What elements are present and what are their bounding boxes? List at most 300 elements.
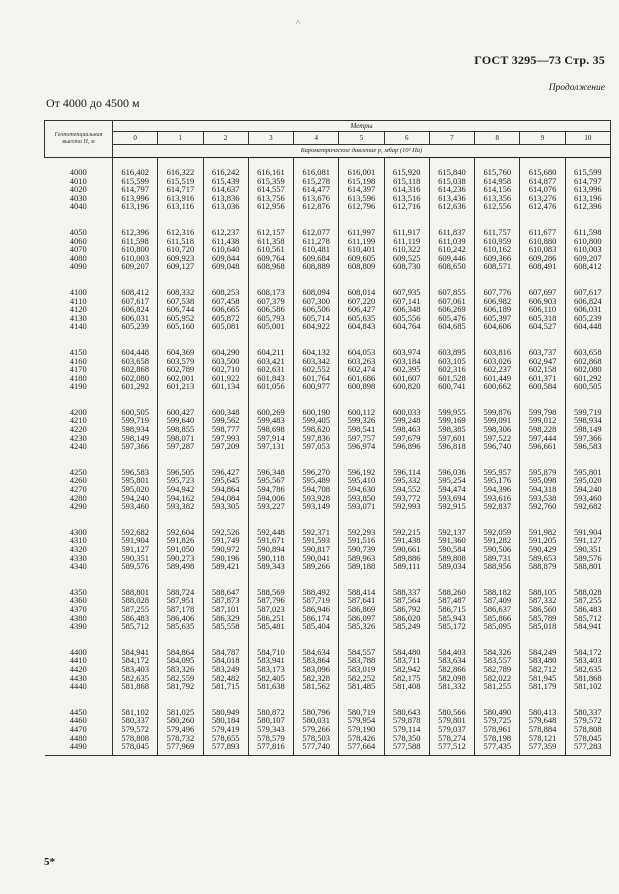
row-height-label: 4120 bbox=[69, 304, 87, 315]
pressure-cell: 605,635 bbox=[339, 314, 384, 323]
pressure-cell: 613,436 bbox=[429, 194, 474, 203]
pressure-cell: 581,102 bbox=[113, 708, 158, 717]
pressure-cell: 579,572 bbox=[113, 725, 158, 734]
pressure-cell: 595,801 bbox=[565, 468, 610, 477]
pressure-cell: 582,635 bbox=[113, 674, 158, 683]
pressure-cell: 610,401 bbox=[339, 245, 384, 254]
pressure-cell: 593,772 bbox=[384, 494, 429, 503]
pressure-cell: 588,028 bbox=[113, 596, 158, 605]
pressure-cell: 586,946 bbox=[294, 605, 339, 614]
pressure-cell: 583,788 bbox=[339, 656, 384, 665]
pressure-cell: 602,316 bbox=[429, 365, 474, 374]
pressure-cell: 582,635 bbox=[565, 665, 610, 674]
pressure-cell: 586,251 bbox=[248, 614, 293, 623]
pressure-cell: 605,952 bbox=[158, 314, 203, 323]
pressure-cell: 591,826 bbox=[158, 536, 203, 545]
pressure-cell: 578,961 bbox=[475, 725, 520, 734]
pressure-cell: 583,480 bbox=[520, 656, 565, 665]
pressure-cell: 604,527 bbox=[520, 322, 565, 331]
pressure-cell: 583,711 bbox=[384, 656, 429, 665]
pressure-cell: 611,358 bbox=[248, 237, 293, 246]
row-height-label: 4010 bbox=[69, 175, 87, 186]
pressure-cell: 594,084 bbox=[203, 494, 248, 503]
pressure-cell: 585,095 bbox=[475, 622, 520, 631]
pressure-cell: 607,935 bbox=[384, 288, 429, 297]
pressure-cell: 602,947 bbox=[520, 357, 565, 366]
pressure-cell: 611,518 bbox=[158, 237, 203, 246]
pressure-cell: 579,954 bbox=[339, 716, 384, 725]
pressure-cell: 593,616 bbox=[475, 494, 520, 503]
pressure-cell: 582,866 bbox=[429, 665, 474, 674]
pressure-cell: 599,719 bbox=[113, 416, 158, 425]
row-height-label: 4100 bbox=[69, 286, 87, 297]
pressure-cell: 608,412 bbox=[113, 288, 158, 297]
pressure-cell: 597,914 bbox=[248, 434, 293, 443]
pressure-cell: 587,178 bbox=[158, 605, 203, 614]
pressure-cell: 588,956 bbox=[475, 562, 520, 571]
row-height-label: 4180 bbox=[69, 372, 87, 383]
pressure-cell: 595,254 bbox=[429, 476, 474, 485]
pressure-cell: 597,209 bbox=[203, 442, 248, 451]
pressure-cell: 582,559 bbox=[158, 674, 203, 683]
pressure-cell: 579,190 bbox=[339, 725, 384, 734]
pressure-cell: 589,421 bbox=[203, 562, 248, 571]
pressure-cell: 596,974 bbox=[339, 442, 384, 451]
pressure-cell: 600,505 bbox=[113, 408, 158, 417]
pressure-cell: 614,557 bbox=[248, 185, 293, 194]
pressure-cell: 603,974 bbox=[384, 348, 429, 357]
pressure-cell: 584,864 bbox=[158, 648, 203, 657]
pressure-cell: 611,598 bbox=[565, 228, 610, 237]
pressure-cell: 611,039 bbox=[429, 237, 474, 246]
pressure-cell: 613,756 bbox=[248, 194, 293, 203]
pressure-cell: 590,584 bbox=[429, 545, 474, 554]
pressure-cell: 577,664 bbox=[339, 742, 384, 755]
pressure-cell: 598,463 bbox=[384, 425, 429, 434]
pressure-cell: 607,379 bbox=[248, 297, 293, 306]
pressure-cell: 614,717 bbox=[158, 185, 203, 194]
pressure-cell: 597,679 bbox=[384, 434, 429, 443]
group-spacer bbox=[45, 451, 611, 468]
pressure-cell: 615,760 bbox=[475, 158, 520, 177]
pressure-cell: 604,922 bbox=[294, 322, 339, 331]
pressure-cell: 600,505 bbox=[565, 382, 610, 391]
pressure-cell: 615,920 bbox=[384, 158, 429, 177]
pressure-cell: 610,242 bbox=[429, 245, 474, 254]
pressure-cell: 580,490 bbox=[475, 708, 520, 717]
table-row bbox=[45, 158, 611, 177]
pressure-cell: 611,837 bbox=[429, 228, 474, 237]
pressure-cell: 588,182 bbox=[475, 588, 520, 597]
pressure-cell: 587,564 bbox=[384, 596, 429, 605]
column-header-1: 1 bbox=[158, 132, 203, 145]
pressure-cell: 604,606 bbox=[475, 322, 520, 331]
pressure-cell: 586,406 bbox=[158, 614, 203, 623]
pressure-cell: 608,014 bbox=[339, 288, 384, 297]
pressure-cell: 581,792 bbox=[158, 682, 203, 691]
pressure-cell: 608,968 bbox=[248, 262, 293, 271]
group-spacer bbox=[45, 211, 611, 228]
pressure-cell: 585,943 bbox=[429, 614, 474, 623]
pressure-cell: 615,680 bbox=[520, 158, 565, 177]
pressure-cell: 585,789 bbox=[520, 614, 565, 623]
pressure-cell: 583,019 bbox=[339, 665, 384, 674]
pressure-cell: 612,636 bbox=[429, 202, 474, 211]
pressure-cell: 593,538 bbox=[520, 494, 565, 503]
pressure-cell: 616,161 bbox=[248, 158, 293, 177]
pressure-cell: 615,118 bbox=[384, 177, 429, 186]
pressure-cell: 595,723 bbox=[158, 476, 203, 485]
pressure-cell: 609,207 bbox=[113, 262, 158, 271]
row-height-label: 4430 bbox=[69, 672, 87, 683]
pressure-cell: 602,001 bbox=[158, 374, 203, 383]
pressure-cell: 585,635 bbox=[158, 622, 203, 631]
pressure-cell: 594,786 bbox=[248, 485, 293, 494]
pressure-cell: 583,173 bbox=[248, 665, 293, 674]
pressure-cell: 616,242 bbox=[203, 158, 248, 177]
pressure-cell: 585,558 bbox=[203, 622, 248, 631]
pressure-cell: 588,879 bbox=[520, 562, 565, 571]
pressure-cell: 599,091 bbox=[475, 416, 520, 425]
row-height-label: 4040 bbox=[69, 201, 87, 212]
pressure-cell: 578,045 bbox=[113, 742, 158, 755]
pressure-cell: 587,719 bbox=[294, 596, 339, 605]
pressure-cell: 585,326 bbox=[339, 622, 384, 631]
pressure-cell: 605,476 bbox=[429, 314, 474, 323]
pressure-cell: 588,028 bbox=[565, 588, 610, 597]
pressure-cell: 603,342 bbox=[294, 357, 339, 366]
pressure-cell: 605,397 bbox=[475, 314, 520, 323]
row-height-label: 4320 bbox=[69, 544, 87, 554]
pressure-cell: 594,006 bbox=[248, 494, 293, 503]
row-height-label: 4420 bbox=[69, 663, 87, 674]
pressure-cell: 587,951 bbox=[158, 596, 203, 605]
pressure-cell: 609,286 bbox=[520, 254, 565, 263]
pressure-cell: 609,446 bbox=[429, 254, 474, 263]
pressure-cell: 605,793 bbox=[248, 314, 293, 323]
pressure-cell: 610,800 bbox=[113, 245, 158, 254]
pressure-cell: 578,808 bbox=[113, 734, 158, 743]
pressure-cell: 591,671 bbox=[248, 536, 293, 545]
pressure-cell: 606,744 bbox=[158, 305, 203, 314]
pressure-cell: 588,337 bbox=[384, 588, 429, 597]
pressure-cell: 588,569 bbox=[248, 588, 293, 597]
pressure-cell: 611,119 bbox=[384, 237, 429, 246]
pressure-cell: 587,255 bbox=[565, 596, 610, 605]
pressure-cell: 605,714 bbox=[294, 314, 339, 323]
pressure-cell: 592,604 bbox=[158, 528, 203, 537]
pressure-cell: 611,438 bbox=[203, 237, 248, 246]
pressure-cell: 583,096 bbox=[294, 665, 339, 674]
pressure-cell: 584,557 bbox=[339, 648, 384, 657]
table-row bbox=[45, 262, 611, 271]
pressure-cell: 603,579 bbox=[158, 357, 203, 366]
row-height-label: 4090 bbox=[69, 261, 87, 272]
pressure-cell: 607,617 bbox=[565, 288, 610, 297]
pressure-cell: 598,149 bbox=[113, 434, 158, 443]
pressure-cell: 594,942 bbox=[158, 485, 203, 494]
pressure-cell: 591,516 bbox=[339, 536, 384, 545]
pressure-cell: 578,121 bbox=[520, 734, 565, 743]
pressure-cell: 589,576 bbox=[113, 562, 158, 571]
pressure-cell: 590,739 bbox=[339, 545, 384, 554]
pressure-cell: 594,240 bbox=[565, 485, 610, 494]
pressure-cell: 616,081 bbox=[294, 158, 339, 177]
pressure-cell: 608,173 bbox=[248, 288, 293, 297]
pressure-cell: 581,638 bbox=[248, 682, 293, 691]
pressure-cell: 605,556 bbox=[384, 314, 429, 323]
pressure-cell: 581,562 bbox=[294, 682, 339, 691]
pressure-cell: 597,522 bbox=[475, 434, 520, 443]
pressure-cell: 589,808 bbox=[429, 554, 474, 563]
pressure-cell: 586,174 bbox=[294, 614, 339, 623]
pressure-cell: 610,959 bbox=[475, 237, 520, 246]
pressure-subheader: Барометрическое давление р, мбар (10² Па) bbox=[113, 145, 611, 158]
pressure-cell: 590,506 bbox=[475, 545, 520, 554]
pressure-cell: 614,797 bbox=[565, 177, 610, 186]
pressure-cell: 607,458 bbox=[203, 297, 248, 306]
pressure-cell: 604,211 bbox=[248, 348, 293, 357]
pressure-cell: 602,080 bbox=[113, 374, 158, 383]
pressure-cell: 610,003 bbox=[113, 254, 158, 263]
pressure-cell: 613,996 bbox=[565, 185, 610, 194]
pressure-cell: 603,658 bbox=[565, 348, 610, 357]
pressure-cell: 603,500 bbox=[203, 357, 248, 366]
pressure-cell: 586,792 bbox=[384, 605, 429, 614]
pressure-cell: 603,263 bbox=[339, 357, 384, 366]
group-spacer bbox=[45, 391, 611, 408]
table-row bbox=[45, 682, 611, 691]
row-height-label: 4070 bbox=[69, 244, 87, 255]
pressure-cell: 590,429 bbox=[520, 545, 565, 554]
row-height-label: 4290 bbox=[69, 501, 87, 512]
pressure-cell: 599,012 bbox=[520, 416, 565, 425]
pressure-cell: 582,022 bbox=[475, 674, 520, 683]
page-footer-mark: 5* bbox=[44, 856, 55, 868]
pressure-cell: 595,332 bbox=[384, 476, 429, 485]
pressure-cell: 589,963 bbox=[339, 554, 384, 563]
pressure-cell: 590,972 bbox=[203, 545, 248, 554]
pressure-cell: 610,162 bbox=[475, 245, 520, 254]
row-height-label: 4270 bbox=[69, 484, 87, 495]
pressure-cell: 595,020 bbox=[113, 485, 158, 494]
pressure-cell: 609,605 bbox=[339, 254, 384, 263]
row-height-label: 4350 bbox=[69, 586, 87, 597]
pressure-cell: 580,566 bbox=[429, 708, 474, 717]
pressure-cell: 610,481 bbox=[294, 245, 339, 254]
pressure-cell: 616,322 bbox=[158, 158, 203, 177]
pressure-cell: 599,719 bbox=[565, 408, 610, 417]
pressure-cell: 580,719 bbox=[339, 708, 384, 717]
pressure-cell: 584,941 bbox=[113, 648, 158, 657]
pressure-cell: 587,487 bbox=[429, 596, 474, 605]
pressure-cell: 597,366 bbox=[565, 434, 610, 443]
pressure-cell: 593,694 bbox=[429, 494, 474, 503]
pressure-cell: 596,583 bbox=[565, 442, 610, 451]
pressure-cell: 614,477 bbox=[294, 185, 339, 194]
pressure-cell: 584,941 bbox=[565, 622, 610, 631]
pressure-cell: 594,552 bbox=[384, 485, 429, 494]
pressure-cell: 584,326 bbox=[475, 648, 520, 657]
pressure-cell: 593,071 bbox=[339, 502, 384, 511]
pressure-cell: 606,982 bbox=[475, 297, 520, 306]
pressure-cell: 606,110 bbox=[520, 305, 565, 314]
pressure-cell: 615,359 bbox=[248, 177, 293, 186]
ink-mark: ^ bbox=[296, 18, 301, 28]
pressure-cell: 592,760 bbox=[520, 502, 565, 511]
pressure-cell: 613,996 bbox=[113, 194, 158, 203]
pressure-cell: 604,764 bbox=[384, 322, 429, 331]
pressure-cell: 612,396 bbox=[565, 202, 610, 211]
row-height-label: 4310 bbox=[69, 535, 87, 546]
pressure-cell: 585,172 bbox=[429, 622, 474, 631]
pressure-cell: 583,326 bbox=[158, 665, 203, 674]
meters-header: Метры bbox=[113, 121, 611, 132]
pressure-cell: 605,872 bbox=[203, 314, 248, 323]
pressure-cell: 588,801 bbox=[113, 588, 158, 597]
row-height-label: 4330 bbox=[69, 552, 87, 563]
pressure-cell: 601,292 bbox=[565, 374, 610, 383]
pressure-cell: 586,483 bbox=[113, 614, 158, 623]
pressure-cell: 577,283 bbox=[565, 742, 610, 755]
pressure-cell: 578,426 bbox=[339, 734, 384, 743]
pressure-cell: 585,866 bbox=[475, 614, 520, 623]
pressure-cell: 582,252 bbox=[339, 674, 384, 683]
pressure-cell: 578,350 bbox=[384, 734, 429, 743]
pressure-cell: 593,382 bbox=[158, 502, 203, 511]
pressure-cell: 584,172 bbox=[565, 648, 610, 657]
pressure-table bbox=[44, 120, 611, 756]
pressure-cell: 586,329 bbox=[203, 614, 248, 623]
pressure-cell: 604,843 bbox=[339, 322, 384, 331]
pressure-cell: 607,617 bbox=[113, 297, 158, 306]
pressure-cell: 596,270 bbox=[294, 468, 339, 477]
pressure-cell: 590,894 bbox=[248, 545, 293, 554]
pressure-cell: 580,643 bbox=[384, 708, 429, 717]
pressure-cell: 594,474 bbox=[429, 485, 474, 494]
pressure-cell: 578,503 bbox=[294, 734, 339, 743]
row-height-label: 4050 bbox=[69, 226, 87, 237]
pressure-cell: 607,300 bbox=[294, 297, 339, 306]
pressure-cell: 612,796 bbox=[339, 202, 384, 211]
pressure-cell: 579,648 bbox=[520, 716, 565, 725]
pressure-cell: 613,916 bbox=[158, 194, 203, 203]
pressure-cell: 579,266 bbox=[294, 725, 339, 734]
pressure-cell: 613,356 bbox=[475, 194, 520, 203]
pressure-cell: 581,408 bbox=[384, 682, 429, 691]
pressure-cell: 602,868 bbox=[113, 365, 158, 374]
pressure-cell: 608,650 bbox=[429, 262, 474, 271]
pressure-cell: 606,586 bbox=[248, 305, 293, 314]
pressure-cell: 613,596 bbox=[339, 194, 384, 203]
pressure-cell: 613,196 bbox=[565, 194, 610, 203]
row-height-label: 4110 bbox=[69, 295, 87, 306]
pressure-cell: 592,059 bbox=[475, 528, 520, 537]
pressure-cell: 590,273 bbox=[158, 554, 203, 563]
pressure-cell: 590,041 bbox=[294, 554, 339, 563]
pressure-cell: 598,149 bbox=[565, 425, 610, 434]
pressure-cell: 593,850 bbox=[339, 494, 384, 503]
pressure-cell: 598,855 bbox=[158, 425, 203, 434]
pressure-cell: 583,941 bbox=[248, 656, 293, 665]
group-spacer bbox=[45, 511, 611, 528]
pressure-cell: 612,476 bbox=[520, 202, 565, 211]
pressure-cell: 588,492 bbox=[294, 588, 339, 597]
pressure-cell: 581,179 bbox=[520, 682, 565, 691]
pressure-cell: 601,134 bbox=[203, 382, 248, 391]
pressure-cell: 610,640 bbox=[203, 245, 248, 254]
pressure-cell: 604,132 bbox=[294, 348, 339, 357]
pressure-cell: 594,630 bbox=[339, 485, 384, 494]
pressure-cell: 607,855 bbox=[429, 288, 474, 297]
pressure-cell: 579,419 bbox=[203, 725, 248, 734]
pressure-cell: 606,348 bbox=[384, 305, 429, 314]
pressure-cell: 599,798 bbox=[520, 408, 565, 417]
table-row bbox=[45, 562, 611, 571]
pressure-cell: 592,293 bbox=[339, 528, 384, 537]
group-spacer bbox=[45, 571, 611, 588]
row-height-label: 4080 bbox=[69, 252, 87, 263]
row-height-label: 4250 bbox=[69, 466, 87, 477]
pressure-cell: 598,934 bbox=[113, 425, 158, 434]
pressure-cell: 609,923 bbox=[158, 254, 203, 263]
pressure-cell: 586,637 bbox=[475, 605, 520, 614]
pressure-cell: 603,816 bbox=[475, 348, 520, 357]
pressure-cell: 598,777 bbox=[203, 425, 248, 434]
pressure-cell: 607,141 bbox=[384, 297, 429, 306]
pressure-cell: 577,512 bbox=[429, 742, 474, 755]
pressure-cell: 578,655 bbox=[203, 734, 248, 743]
pressure-cell: 602,631 bbox=[248, 365, 293, 374]
row-height-label: 4460 bbox=[69, 715, 87, 726]
row-height-label: 4170 bbox=[69, 364, 87, 375]
pressure-cell: 600,820 bbox=[384, 382, 429, 391]
pressure-cell: 593,928 bbox=[294, 494, 339, 503]
pressure-cell: 589,343 bbox=[248, 562, 293, 571]
pressure-cell: 608,253 bbox=[203, 288, 248, 297]
column-header-9: 9 bbox=[520, 132, 565, 145]
pressure-cell: 612,396 bbox=[113, 228, 158, 237]
pressure-cell: 590,118 bbox=[248, 554, 293, 563]
table-row bbox=[45, 742, 611, 755]
pressure-cell: 598,934 bbox=[565, 416, 610, 425]
pressure-cell: 602,710 bbox=[203, 365, 248, 374]
pressure-cell: 580,031 bbox=[294, 716, 339, 725]
pressure-cell: 592,371 bbox=[294, 528, 339, 537]
pressure-cell: 584,172 bbox=[113, 656, 158, 665]
pressure-cell: 588,260 bbox=[429, 588, 474, 597]
pressure-cell: 607,061 bbox=[429, 297, 474, 306]
pressure-cell: 614,316 bbox=[384, 185, 429, 194]
pressure-cell: 584,480 bbox=[384, 648, 429, 657]
pressure-cell: 581,715 bbox=[203, 682, 248, 691]
pressure-cell: 579,496 bbox=[158, 725, 203, 734]
pressure-cell: 586,097 bbox=[339, 614, 384, 623]
pressure-cell: 599,248 bbox=[384, 416, 429, 425]
pressure-cell: 613,036 bbox=[203, 202, 248, 211]
pressure-cell: 608,809 bbox=[339, 262, 384, 271]
column-header-3: 3 bbox=[248, 132, 293, 145]
pressure-cell: 591,360 bbox=[429, 536, 474, 545]
pressure-cell: 587,796 bbox=[248, 596, 293, 605]
pressure-cell: 596,427 bbox=[203, 468, 248, 477]
pressure-cell: 602,237 bbox=[475, 365, 520, 374]
pressure-cell: 589,731 bbox=[475, 554, 520, 563]
pressure-cell: 585,481 bbox=[248, 622, 293, 631]
pressure-cell: 595,645 bbox=[203, 476, 248, 485]
pressure-cell: 595,489 bbox=[294, 476, 339, 485]
pressure-cell: 577,893 bbox=[203, 742, 248, 755]
